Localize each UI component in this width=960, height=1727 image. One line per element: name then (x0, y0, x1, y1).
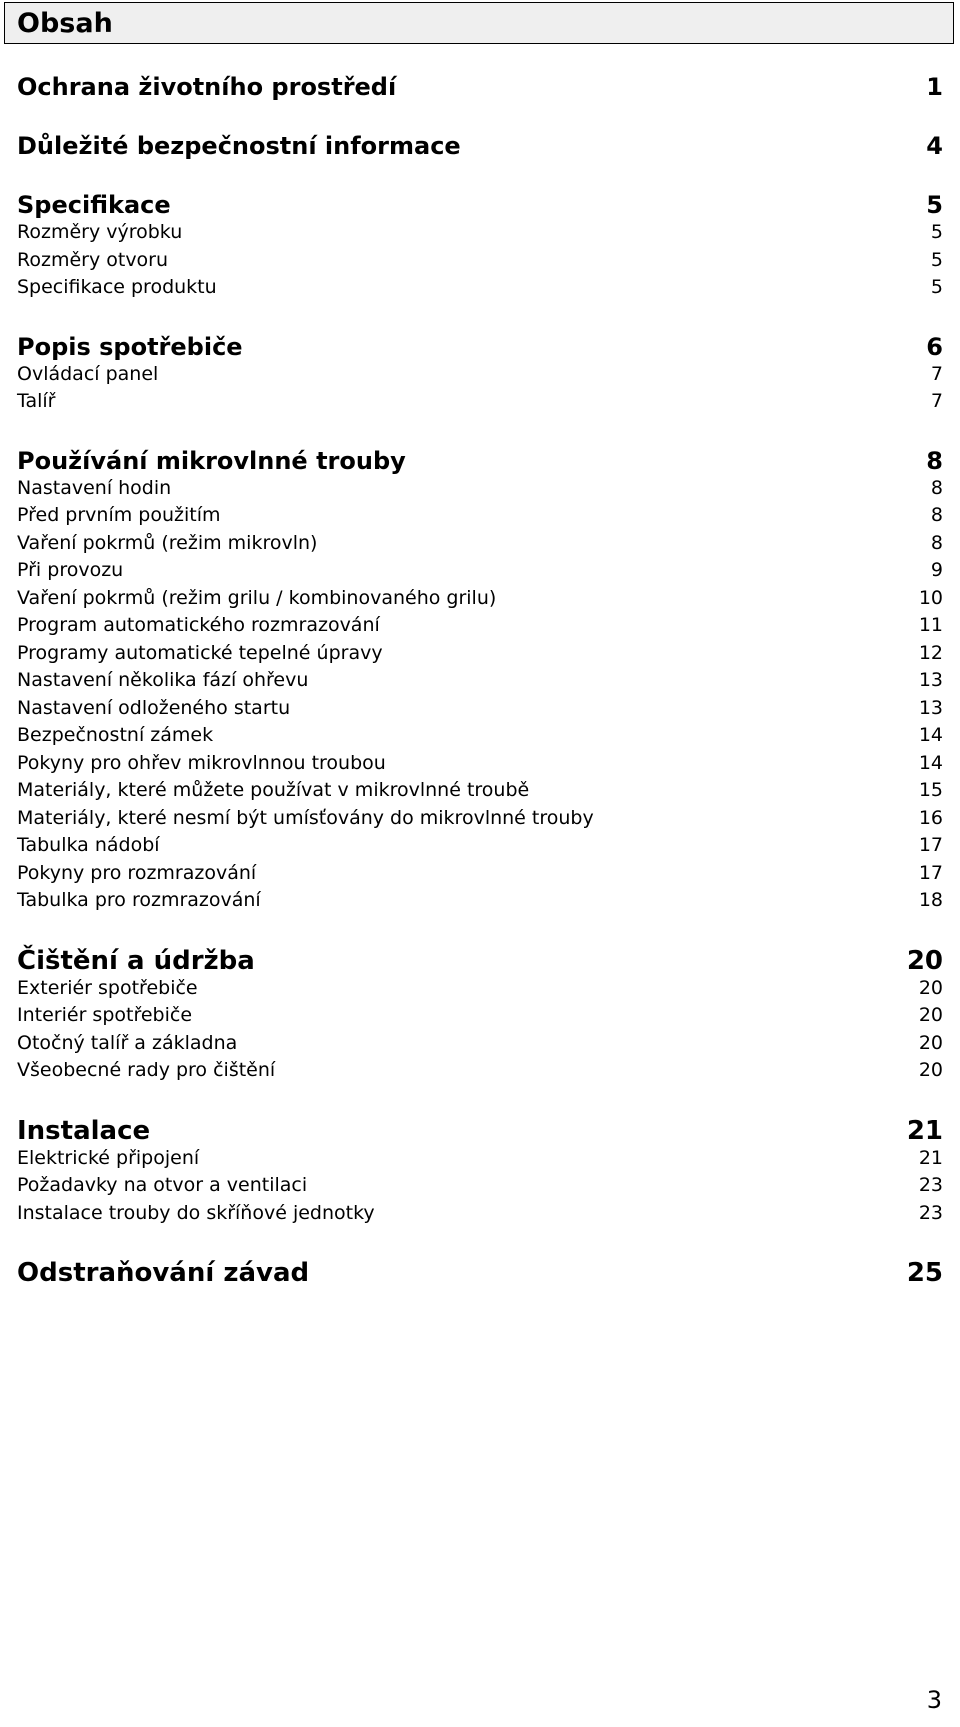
toc-entry-page: 20 (918, 976, 943, 999)
toc-entry-label: Materiály, které nesmí být umísťovány do mikrovlnné trouby (17, 806, 594, 829)
toc-entry[interactable] (17, 247, 943, 275)
toc-section-heading[interactable] (17, 334, 943, 361)
toc-entry[interactable] (17, 1002, 943, 1030)
toc-heading-label: Ochrana životního prostředí (17, 73, 397, 101)
toc-entry[interactable] (17, 805, 943, 833)
toc-heading-label: Důležité bezpečnostní informace (17, 132, 461, 160)
toc-entry[interactable] (17, 750, 943, 778)
toc-entry-label: Elektrické připojení (17, 1146, 200, 1169)
toc-entry-page: 23 (918, 1174, 943, 1196)
toc-entry[interactable] (17, 695, 943, 723)
toc-entry-label: Všeobecné rady pro čištění (17, 1059, 276, 1081)
toc-section-heading[interactable] (17, 1117, 943, 1145)
toc-section (17, 1259, 943, 1287)
toc-heading-page: 20 (906, 945, 943, 976)
toc-entry[interactable] (17, 777, 943, 805)
toc-section (17, 448, 943, 915)
toc-entry-page: 17 (918, 861, 943, 884)
toc-entry-page: 9 (930, 559, 943, 581)
toc-section-heading[interactable] (17, 192, 943, 219)
toc-heading-page: 6 (926, 332, 943, 361)
toc-entry-label: Před prvním použitím (17, 504, 221, 526)
toc-entry[interactable] (17, 975, 943, 1003)
toc-entry-page: 10 (918, 586, 943, 609)
toc-section-heading[interactable] (17, 74, 943, 101)
toc-entry-page: 14 (918, 751, 943, 774)
toc-entry-label: Ovládací panel (17, 362, 159, 385)
toc-heading-page: 25 (906, 1258, 943, 1288)
toc-entry[interactable] (17, 530, 943, 558)
toc-entry-page: 14 (918, 724, 943, 746)
toc-entry[interactable] (17, 887, 943, 915)
toc-entry[interactable] (17, 585, 943, 613)
toc-entry-page: 17 (918, 834, 943, 856)
toc-section (17, 74, 943, 101)
toc-entry-page: 20 (918, 1059, 943, 1081)
toc-section (17, 947, 943, 1085)
toc-entry[interactable] (17, 722, 943, 750)
toc-entry-label: Pokyny pro ohřev mikrovlnnou troubou (17, 751, 386, 774)
toc-heading-label: Instalace (17, 1115, 151, 1146)
table-of-contents (17, 74, 943, 1287)
toc-entry-page: 13 (918, 696, 943, 719)
toc-entry[interactable] (17, 557, 943, 585)
toc-entry[interactable] (17, 640, 943, 668)
toc-entry-label: Otočný talíř a základna (17, 1031, 238, 1054)
toc-entry-label: Tabulka pro rozmrazování (17, 889, 261, 911)
toc-entry-page: 16 (918, 806, 943, 829)
toc-section-heading[interactable] (17, 448, 943, 475)
toc-entry-page: 20 (918, 1031, 943, 1054)
toc-entry[interactable] (17, 1030, 943, 1058)
toc-section-heading[interactable] (17, 133, 943, 160)
toc-heading-label: Čištění a údržba (17, 945, 255, 976)
toc-entry-page: 13 (918, 669, 943, 691)
toc-entry-label: Materiály, které můžete používat v mikrovlnné troubě (17, 779, 530, 801)
toc-heading-label: Specifikace (17, 191, 171, 219)
toc-entry[interactable] (17, 612, 943, 640)
toc-entry-page: 23 (918, 1201, 943, 1224)
toc-section-heading[interactable] (17, 1259, 943, 1287)
toc-entry-page: 8 (930, 531, 943, 554)
toc-heading-label: Popis spotřebiče (17, 332, 243, 361)
toc-entry-label: Vaření pokrmů (režim mikrovln) (17, 531, 318, 554)
toc-heading-page: 8 (926, 446, 943, 475)
toc-entry-label: Exteriér spotřebiče (17, 976, 198, 999)
toc-entry-label: Při provozu (17, 559, 124, 581)
toc-section (17, 1117, 943, 1228)
toc-entry[interactable] (17, 388, 943, 416)
toc-title-box (4, 2, 954, 44)
toc-entry-page: 5 (930, 248, 943, 271)
toc-entry-label: Interiér spotřebiče (17, 1004, 193, 1026)
toc-section-heading[interactable] (17, 947, 943, 975)
toc-entry[interactable] (17, 502, 943, 530)
toc-entry-page: 12 (918, 641, 943, 664)
toc-entry-page: 5 (930, 221, 943, 243)
toc-title: Obsah (17, 8, 113, 39)
toc-entry-label: Nastavení hodin (17, 476, 172, 499)
toc-entry-page: 11 (918, 614, 943, 636)
toc-entry[interactable] (17, 667, 943, 695)
toc-entry-label: Vaření pokrmů (režim grilu / kombinovaného grilu) (17, 586, 497, 609)
toc-entry-label: Talíř (17, 390, 56, 412)
toc-heading-page: 4 (926, 132, 943, 160)
toc-entry-page: 8 (930, 504, 943, 526)
toc-section (17, 192, 943, 302)
toc-heading-label: Používání mikrovlnné trouby (17, 446, 406, 475)
toc-entry-page: 20 (918, 1004, 943, 1026)
toc-entry-page: 7 (930, 390, 943, 412)
toc-heading-page: 21 (906, 1115, 943, 1146)
toc-entry-label: Bezpečnostní zámek (17, 724, 214, 746)
toc-entry-label: Nastavení několika fází ohřevu (17, 669, 309, 691)
toc-entry-page: 7 (930, 362, 943, 385)
toc-heading-page: 5 (926, 191, 943, 219)
toc-entry-label: Specifikace produktu (17, 276, 217, 298)
toc-entry[interactable] (17, 1057, 943, 1085)
toc-entry[interactable] (17, 219, 943, 247)
toc-entry[interactable] (17, 832, 943, 860)
toc-entry-page: 5 (930, 276, 943, 298)
page-number: 3 (926, 1686, 942, 1714)
toc-entry-page: 18 (918, 889, 943, 911)
toc-entry[interactable] (17, 1145, 943, 1173)
toc-entry[interactable] (17, 361, 943, 389)
toc-entry-page: 21 (918, 1146, 943, 1169)
toc-entry-page: 15 (918, 779, 943, 801)
toc-section (17, 133, 943, 160)
toc-entry[interactable] (17, 1172, 943, 1200)
toc-entry-label: Rozměry výrobku (17, 221, 183, 243)
toc-entry-page: 8 (930, 476, 943, 499)
toc-entry-label: Nastavení odloženého startu (17, 696, 291, 719)
toc-entry-label: Program automatického rozmrazování (17, 614, 380, 636)
toc-entry-label: Rozměry otvoru (17, 248, 169, 271)
toc-entry-label: Požadavky na otvor a ventilaci (17, 1174, 308, 1196)
toc-entry[interactable] (17, 274, 943, 302)
toc-heading-page: 1 (926, 73, 943, 101)
toc-entry[interactable] (17, 475, 943, 503)
toc-entry[interactable] (17, 860, 943, 888)
toc-heading-label: Odstraňování závad (17, 1258, 310, 1288)
toc-entry-label: Tabulka nádobí (17, 834, 160, 856)
toc-entry[interactable] (17, 1200, 943, 1228)
toc-entry-label: Instalace trouby do skříňové jednotky (17, 1201, 375, 1224)
toc-section (17, 334, 943, 416)
toc-entry-label: Pokyny pro rozmrazování (17, 861, 257, 884)
toc-entry-label: Programy automatické tepelné úpravy (17, 641, 383, 664)
